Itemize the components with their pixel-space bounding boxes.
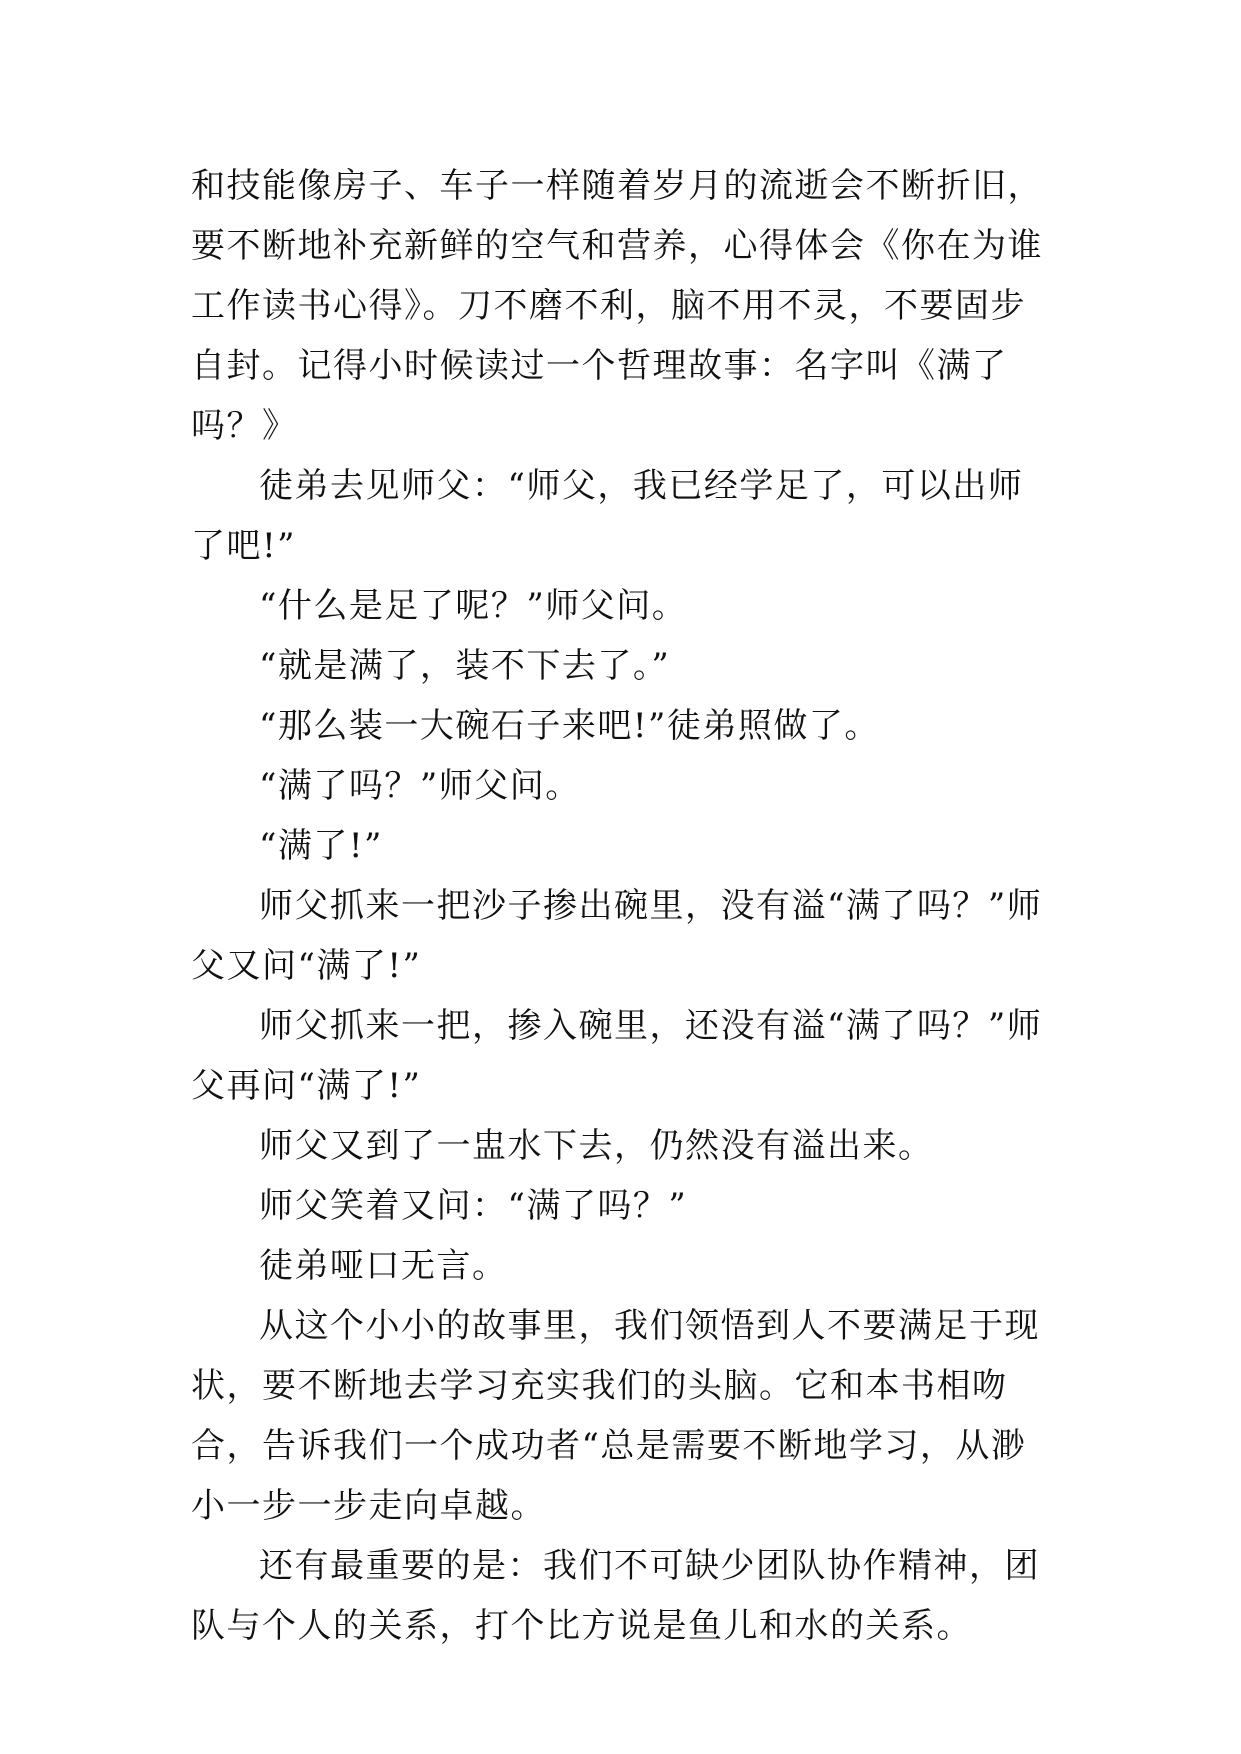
paragraph-dialogue-3: “就是满了，装不下去了。”: [259, 646, 671, 686]
paragraph-dialogue-8: 师父抓来一把，掺入碗里，还没有溢“满了吗？”师父再问“满了!”: [191, 1006, 1043, 1106]
paragraph-dialogue-9: 师父又到了一盅水下去，仍然没有溢出来。: [259, 1126, 934, 1166]
paragraph-dialogue-6: “满了!”: [259, 826, 383, 866]
paragraph-dialogue-2: “什么是足了呢？”师父问。: [259, 586, 688, 626]
paragraph-reflection: 从这个小小的故事里，我们领悟到人不要满足于现状，要不断地去学习充实我们的头脑。它和本书相吻合，告诉我们一个成功者“总是需要不断地学习，从渺小一步一步走向卓越。: [191, 1306, 1040, 1526]
paragraph-dialogue-4: “那么装一大碗石子来吧!”徒弟照做了。: [259, 706, 880, 746]
paragraph-dialogue-11: 徒弟哑口无言。: [259, 1246, 508, 1286]
body-text: [191, 156, 1051, 1656]
paragraph-dialogue-5: “满了吗？”师父问。: [259, 766, 581, 806]
paragraph-dialogue-7: 师父抓来一把沙子掺出碗里，没有溢“满了吗？”师父又问“满了!”: [191, 886, 1043, 986]
paragraph-dialogue-10: 师父笑着又问：“满了吗？”: [259, 1186, 688, 1226]
paragraph-dialogue-1: 徒弟去见师父：“师父，我已经学足了，可以出师了吧!”: [191, 466, 1024, 566]
paragraph-continuation: 和技能像房子、车子一样随着岁月的流逝会不断折旧，要不断地补充新鲜的空气和营养，心得体会《你在为谁工作读书心得》。刀不磨不利，脑不用不灵，不要固步自封。记得小时候读过一个哲理故事：名字叫《满了吗？》: [191, 166, 1043, 446]
paragraph-teamwork: 还有最重要的是：我们不可缺少团队协作精神，团队与个人的关系，打个比方说是鱼儿和水的关系。: [191, 1546, 1040, 1646]
